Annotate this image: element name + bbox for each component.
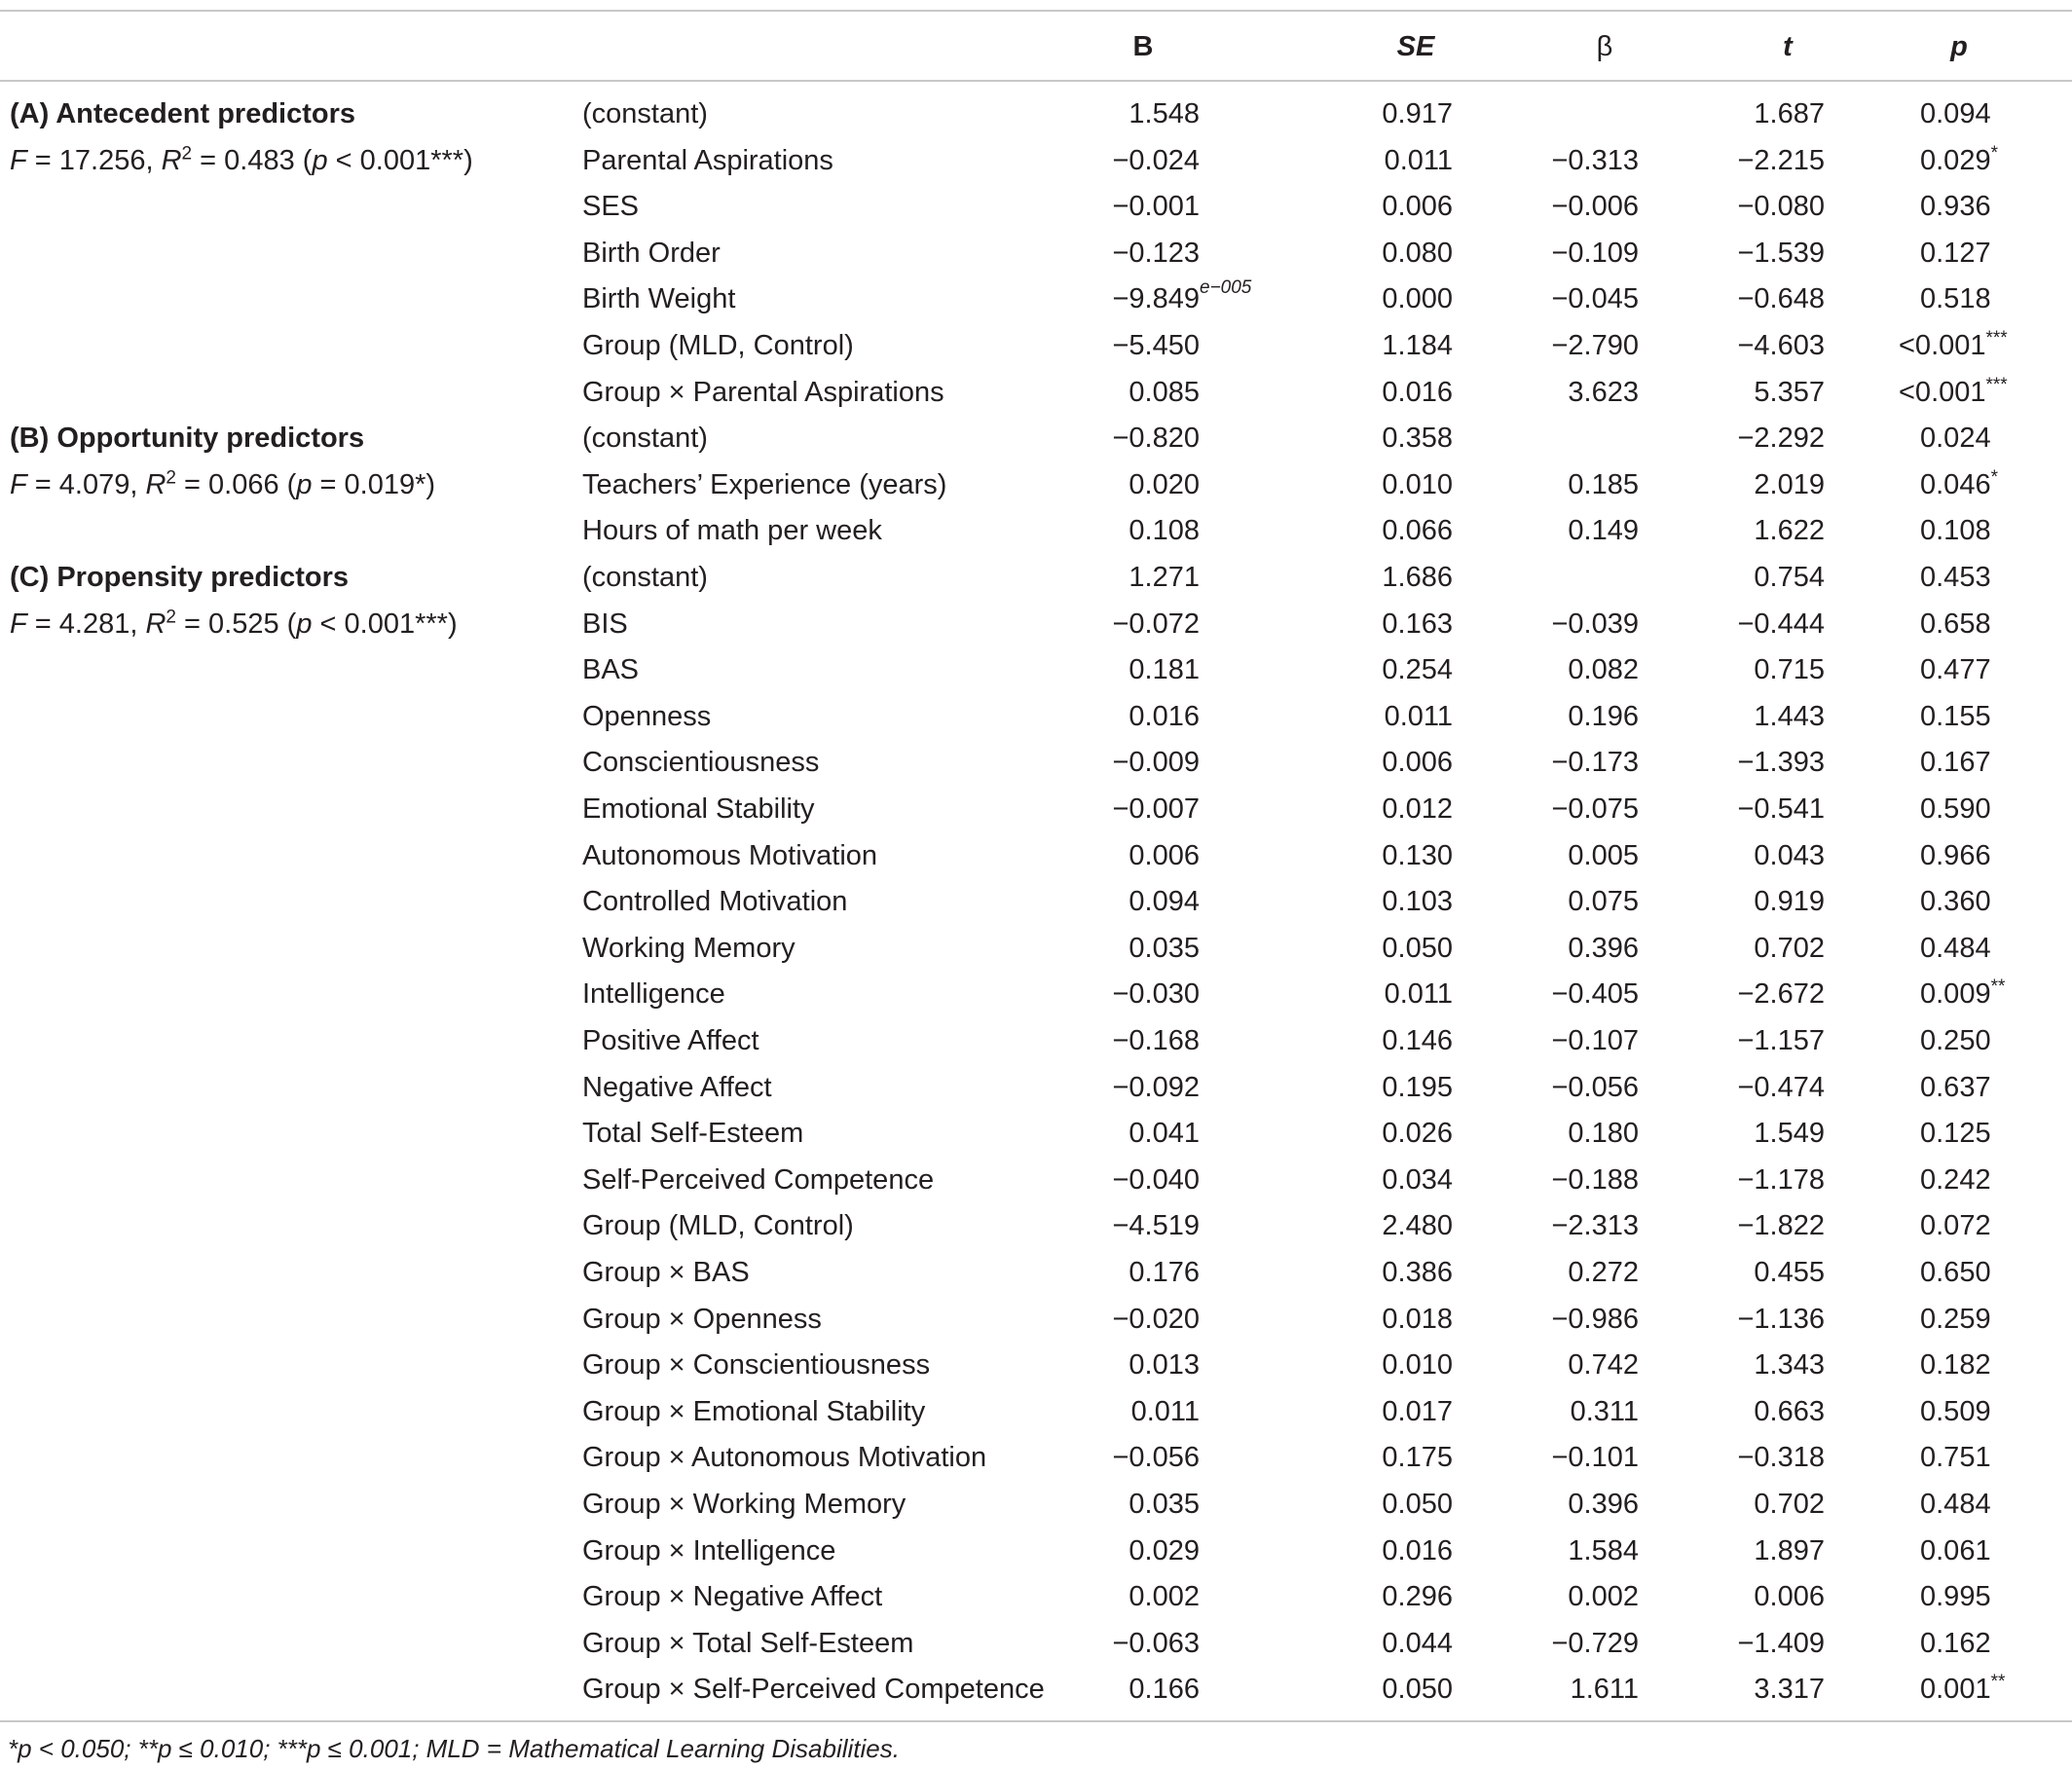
p-value: 0.061: [1920, 1534, 1991, 1566]
table-row: [0, 1529, 2072, 1575]
b-cell: 0.020: [1128, 468, 1200, 500]
t-cell: 0.919: [1754, 886, 1825, 918]
b-cell: −0.072: [1112, 608, 1200, 640]
t-cell: −1.822: [1737, 1210, 1825, 1242]
b-cell: −0.056: [1112, 1442, 1200, 1474]
b-cell: 0.176: [1128, 1257, 1200, 1288]
se-cell: 0.044: [1382, 1627, 1453, 1659]
table-row: [0, 276, 2072, 323]
table-row: [0, 1482, 2072, 1529]
se-cell: 0.017: [1382, 1395, 1453, 1427]
p-cell: [1920, 416, 1991, 462]
b-cell: −0.001: [1112, 191, 1200, 223]
beta-cell: 0.002: [1568, 1581, 1639, 1613]
table-row: [0, 926, 2072, 973]
p-cell: [1920, 231, 1991, 277]
header-p: p: [1950, 31, 1968, 62]
beta-cell: −0.107: [1551, 1025, 1639, 1056]
table-row: [0, 787, 2072, 833]
se-cell: 1.184: [1382, 330, 1453, 361]
table-row: [0, 1203, 2072, 1250]
table-row: [0, 740, 2072, 787]
t-cell: −0.080: [1737, 191, 1825, 223]
p-value: 0.658: [1920, 608, 1991, 640]
beta-cell: −2.313: [1551, 1210, 1639, 1242]
predictor-cell: Total Self-Esteem: [582, 1118, 804, 1150]
b-cell: 0.011: [1130, 1395, 1200, 1427]
p-cell: [1920, 1343, 1991, 1389]
table-top-rule: [0, 10, 2072, 12]
se-cell: 0.103: [1382, 886, 1453, 918]
se-cell: 0.050: [1382, 1674, 1453, 1706]
predictor-cell: Group (MLD, Control): [582, 330, 854, 361]
se-cell: 0.195: [1382, 1071, 1453, 1103]
t-cell: 0.043: [1754, 839, 1825, 871]
beta-cell: −0.729: [1551, 1627, 1639, 1659]
predictor-cell: Group × Parental Aspirations: [582, 376, 944, 408]
beta-cell: 0.075: [1568, 886, 1639, 918]
table-row: [0, 1389, 2072, 1436]
predictor-cell: Working Memory: [582, 932, 796, 964]
p-value: 0.125: [1920, 1118, 1991, 1150]
p-cell: [1920, 555, 1991, 602]
table-row: [0, 602, 2072, 648]
p-value: 0.001: [1920, 1674, 1991, 1706]
predictor-cell: Group × Intelligence: [582, 1534, 836, 1566]
p-value: 0.182: [1920, 1349, 1991, 1382]
p-value: 0.167: [1920, 747, 1991, 779]
table-row: [0, 1574, 2072, 1621]
predictor-cell: Self-Perceived Competence: [582, 1163, 935, 1196]
beta-cell: 0.005: [1568, 839, 1639, 871]
section-heading: (B) Opportunity predictors: [10, 423, 365, 455]
predictor-cell: Autonomous Motivation: [582, 839, 878, 871]
p-cell: [1920, 602, 1991, 648]
se-cell: 0.011: [1384, 144, 1453, 176]
b-cell: −0.820: [1112, 423, 1200, 455]
b-cell: −0.123: [1112, 237, 1200, 269]
b-cell: −0.063: [1112, 1627, 1200, 1659]
p-value: 0.590: [1920, 793, 1991, 825]
p-value: 0.650: [1920, 1257, 1991, 1288]
p-cell: [1920, 879, 1991, 926]
se-cell: 0.010: [1382, 1349, 1453, 1382]
table-row: [0, 1343, 2072, 1389]
p-cell: [1920, 1111, 1991, 1158]
p-cell: [1920, 1667, 2006, 1714]
se-cell: 0.011: [1384, 978, 1453, 1011]
predictor-cell: Negative Affect: [582, 1071, 772, 1103]
b-cell: −0.092: [1112, 1071, 1200, 1103]
significance-marker: *: [1990, 142, 1998, 164]
b-cell: −5.450: [1112, 330, 1200, 361]
b-cell: 0.108: [1128, 515, 1200, 547]
table-row: [0, 462, 2072, 509]
p-value: 0.453: [1920, 562, 1991, 593]
table-row: [0, 833, 2072, 880]
p-value: 0.259: [1920, 1303, 1991, 1335]
p-cell: [1920, 740, 1991, 787]
b-cell: 0.166: [1128, 1674, 1200, 1706]
t-cell: −1.409: [1737, 1627, 1825, 1659]
table-row: [0, 972, 2072, 1018]
t-cell: −4.603: [1737, 330, 1825, 361]
p-cell: [1920, 1065, 1991, 1112]
t-cell: 0.663: [1754, 1395, 1825, 1427]
se-cell: 0.386: [1382, 1257, 1453, 1288]
predictor-cell: Hours of math per week: [582, 515, 882, 547]
t-cell: −1.178: [1737, 1163, 1825, 1196]
b-cell: 0.016: [1128, 700, 1200, 732]
table-row: [0, 555, 2072, 602]
significance-marker: **: [1990, 1672, 2006, 1693]
p-value: 0.094: [1920, 98, 1991, 129]
t-cell: −1.393: [1737, 747, 1825, 779]
table-row: [0, 92, 2072, 138]
beta-cell: 0.396: [1568, 1489, 1639, 1520]
p-cell: [1920, 926, 1991, 973]
p-cell: [1899, 370, 2008, 417]
p-value: 0.484: [1920, 1489, 1991, 1520]
predictor-cell: BIS: [582, 608, 628, 640]
p-value: 0.009: [1920, 978, 1991, 1011]
beta-cell: 0.180: [1568, 1118, 1639, 1150]
p-value: 0.509: [1920, 1395, 1991, 1427]
beta-cell: −0.039: [1551, 608, 1639, 640]
predictor-cell: Group × Openness: [582, 1303, 822, 1335]
t-cell: 3.317: [1754, 1674, 1825, 1706]
p-cell: [1920, 184, 1991, 231]
b-cell: −0.168: [1112, 1025, 1200, 1056]
predictor-cell: Parental Aspirations: [582, 144, 833, 176]
p-cell: [1920, 1203, 1991, 1250]
predictor-cell: Group × Total Self-Esteem: [582, 1627, 914, 1659]
table-row: [0, 879, 2072, 926]
beta-cell: −0.006: [1551, 191, 1639, 223]
beta-cell: −0.188: [1551, 1163, 1639, 1196]
predictor-cell: Group (MLD, Control): [582, 1210, 854, 1242]
se-cell: 0.917: [1382, 98, 1453, 129]
t-cell: −0.474: [1737, 1071, 1825, 1103]
predictor-cell: Group × Negative Affect: [582, 1581, 883, 1613]
beta-cell: −0.075: [1551, 793, 1639, 825]
b-cell: −0.024: [1112, 144, 1200, 176]
se-cell: 0.012: [1382, 793, 1453, 825]
t-cell: −0.444: [1737, 608, 1825, 640]
se-cell: 0.254: [1382, 654, 1453, 686]
significance-marker: *: [1990, 466, 1998, 488]
model-fit-stat: F = 4.281, $R^2 = 0.525$ (p < 0.001***): [10, 606, 458, 640]
se-cell: 0.018: [1382, 1303, 1453, 1335]
p-value: 0.936: [1920, 191, 1991, 223]
se-cell: 0.358: [1382, 423, 1453, 455]
beta-cell: 0.311: [1570, 1395, 1639, 1427]
table-row: [0, 1018, 2072, 1065]
predictor-cell: Group × Emotional Stability: [582, 1395, 926, 1427]
beta-cell: 0.082: [1568, 654, 1639, 686]
se-cell: 0.296: [1382, 1581, 1453, 1613]
t-cell: 0.006: [1754, 1581, 1825, 1613]
b-cell: 0.029: [1128, 1534, 1200, 1566]
beta-cell: −2.790: [1551, 330, 1639, 361]
se-cell: 0.011: [1384, 700, 1453, 732]
predictor-cell: Group × Working Memory: [582, 1489, 906, 1520]
t-cell: −0.541: [1737, 793, 1825, 825]
se-cell: 0.050: [1382, 932, 1453, 964]
p-cell: [1920, 138, 1998, 185]
se-cell: 0.050: [1382, 1489, 1453, 1520]
table-row: [0, 1297, 2072, 1344]
p-value: 0.242: [1920, 1163, 1991, 1196]
p-cell: [1920, 1018, 1991, 1065]
t-cell: 1.443: [1754, 700, 1825, 732]
se-cell: 0.175: [1382, 1442, 1453, 1474]
se-cell: 0.034: [1382, 1163, 1453, 1196]
table-row: [0, 138, 2072, 185]
p-cell: [1920, 1574, 1991, 1621]
b-cell: 0.035: [1128, 1489, 1200, 1520]
t-cell: 0.455: [1754, 1257, 1825, 1288]
table-row: [0, 1111, 2072, 1158]
model-fit-stat: F = 17.256, $R^2 = 0.483$ (p < 0.001***): [10, 142, 473, 176]
b-cell: 0.181: [1128, 654, 1200, 686]
beta-cell: 0.196: [1568, 700, 1639, 732]
beta-cell: 0.272: [1568, 1257, 1639, 1288]
table-row: [0, 323, 2072, 370]
se-cell: 0.163: [1382, 608, 1453, 640]
predictor-cell: Birth Weight: [582, 283, 736, 315]
b-cell: 0.006: [1128, 839, 1200, 871]
b-cell: −0.040: [1112, 1163, 1200, 1196]
significance-marker: ***: [1985, 374, 2008, 395]
beta-cell: −0.101: [1551, 1442, 1639, 1474]
beta-cell: 0.396: [1568, 932, 1639, 964]
predictor-cell: Controlled Motivation: [582, 886, 848, 918]
p-value: 0.108: [1920, 515, 1991, 547]
t-cell: 0.702: [1754, 1489, 1825, 1520]
t-cell: 0.715: [1754, 654, 1825, 686]
table-row: [0, 1065, 2072, 1112]
se-cell: 0.006: [1382, 747, 1453, 779]
predictor-cell: SES: [582, 191, 640, 223]
table-row: [0, 231, 2072, 277]
b-cell: 0.094: [1128, 886, 1200, 918]
p-cell: [1920, 647, 1991, 694]
b-cell: 0.002: [1128, 1581, 1200, 1613]
predictor-cell: BAS: [582, 654, 640, 686]
p-value: <0.001: [1899, 330, 1986, 361]
predictor-cell: (constant): [582, 423, 708, 455]
t-cell: 2.019: [1754, 468, 1825, 500]
p-value: 0.155: [1920, 700, 1991, 732]
predictor-cell: Conscientiousness: [582, 747, 820, 779]
beta-cell: −0.045: [1551, 283, 1639, 315]
b-cell: 1.548: [1128, 98, 1200, 129]
se-cell: 0.146: [1382, 1025, 1453, 1056]
t-cell: −1.157: [1737, 1025, 1825, 1056]
se-cell: 0.080: [1382, 237, 1453, 269]
b-cell: 0.041: [1128, 1118, 1200, 1150]
t-cell: 1.343: [1754, 1349, 1825, 1382]
se-cell: 0.066: [1382, 515, 1453, 547]
predictor-cell: Emotional Stability: [582, 793, 815, 825]
section-heading: (A) Antecedent predictors: [10, 98, 356, 129]
header-rule: [0, 80, 2072, 82]
table-row: [0, 647, 2072, 694]
se-cell: 0.016: [1382, 376, 1453, 408]
p-cell: [1920, 787, 1991, 833]
header-beta: β: [1596, 31, 1613, 62]
predictor-cell: Openness: [582, 700, 712, 732]
beta-cell: 1.584: [1568, 1534, 1639, 1566]
predictor-cell: Teachers’ Experience (years): [582, 468, 947, 500]
p-value: 0.477: [1920, 654, 1991, 686]
p-cell: [1920, 92, 1991, 138]
t-cell: 1.687: [1754, 98, 1825, 129]
p-cell: [1920, 1435, 1991, 1482]
p-value: 0.127: [1920, 237, 1991, 269]
predictor-cell: Birth Order: [582, 237, 721, 269]
predictor-cell: Positive Affect: [582, 1025, 759, 1056]
header-se: SE: [1396, 31, 1435, 62]
beta-cell: 0.185: [1568, 468, 1639, 500]
se-cell: 0.006: [1382, 191, 1453, 223]
model-fit-stat: F = 4.079, $R^2 = 0.066$ (p = 0.019*): [10, 467, 436, 500]
se-cell: 0.000: [1382, 283, 1453, 315]
p-value: 0.518: [1920, 283, 1991, 315]
se-cell: 2.480: [1382, 1210, 1453, 1242]
t-cell: 1.897: [1754, 1534, 1825, 1566]
se-cell: 0.026: [1382, 1118, 1453, 1150]
b-cell: 0.035: [1128, 932, 1200, 964]
beta-cell: 0.742: [1568, 1349, 1639, 1382]
b-cell: −0.030: [1112, 978, 1200, 1011]
p-cell: [1920, 508, 1991, 555]
p-value: 0.024: [1920, 423, 1991, 455]
table-row: [0, 1158, 2072, 1204]
table-row: [0, 416, 2072, 462]
p-cell: [1920, 462, 1998, 509]
significance-marker: ***: [1985, 328, 2008, 349]
p-value: 0.250: [1920, 1025, 1991, 1056]
t-cell: −2.672: [1737, 978, 1825, 1011]
p-value: 0.995: [1920, 1581, 1991, 1613]
t-cell: 1.622: [1754, 515, 1825, 547]
predictor-cell: (constant): [582, 562, 708, 593]
p-cell: [1920, 1621, 1991, 1668]
p-cell: [1920, 1158, 1991, 1204]
header-b: B: [1132, 31, 1154, 62]
beta-cell: 0.149: [1568, 515, 1639, 547]
p-value: 0.484: [1920, 932, 1991, 964]
p-value: 0.046: [1920, 468, 1991, 500]
b-cell: −0.007: [1112, 793, 1200, 825]
p-cell: [1920, 833, 1991, 880]
t-cell: −2.292: [1737, 423, 1825, 455]
se-cell: 0.130: [1382, 839, 1453, 871]
b-cell: −4.519: [1112, 1210, 1200, 1242]
beta-cell: −0.313: [1551, 144, 1639, 176]
p-cell: [1920, 694, 1991, 741]
t-cell: −1.539: [1737, 237, 1825, 269]
table-row: [0, 1250, 2072, 1297]
table-row: [0, 1621, 2072, 1668]
significance-marker: **: [1990, 977, 2006, 998]
table-row: [0, 370, 2072, 417]
predictor-cell: (constant): [582, 98, 708, 129]
predictor-cell: Group × BAS: [582, 1257, 750, 1288]
p-value: 0.162: [1920, 1627, 1991, 1659]
t-cell: −1.136: [1737, 1303, 1825, 1335]
t-cell: 0.702: [1754, 932, 1825, 964]
predictor-cell: Intelligence: [582, 978, 725, 1011]
p-value: 0.360: [1920, 886, 1991, 918]
p-cell: [1920, 1482, 1991, 1529]
beta-cell: −0.109: [1551, 237, 1639, 269]
t-cell: 0.754: [1754, 562, 1825, 593]
table-row: [0, 1667, 2072, 1714]
table-row: [0, 1435, 2072, 1482]
t-cell: 1.549: [1754, 1118, 1825, 1150]
beta-cell: −0.405: [1551, 978, 1639, 1011]
table-row: [0, 184, 2072, 231]
beta-cell: 3.623: [1568, 376, 1639, 408]
table-row: [0, 508, 2072, 555]
t-cell: −0.648: [1737, 283, 1825, 315]
t-cell: −2.215: [1737, 144, 1825, 176]
b-cell: 0.013: [1128, 1349, 1200, 1382]
b-cell: 1.271: [1128, 562, 1200, 593]
se-cell: 0.010: [1382, 468, 1453, 500]
p-cell: [1920, 1389, 1991, 1436]
predictor-cell: Group × Conscientiousness: [582, 1349, 931, 1382]
b-cell: 0.085: [1128, 376, 1200, 408]
t-cell: 5.357: [1754, 376, 1825, 408]
p-value: 0.637: [1920, 1071, 1991, 1103]
beta-cell: 1.611: [1570, 1674, 1639, 1706]
p-cell: [1899, 323, 2008, 370]
p-cell: [1920, 1297, 1991, 1344]
predictor-cell: Group × Self-Perceived Competence: [582, 1674, 1045, 1706]
section-heading: (C) Propensity predictors: [10, 562, 350, 593]
beta-cell: −0.056: [1551, 1071, 1639, 1103]
p-value: 0.029: [1920, 144, 1991, 176]
p-value: <0.001: [1899, 376, 1986, 408]
se-cell: 0.016: [1382, 1534, 1453, 1566]
p-cell: [1920, 1529, 1991, 1575]
beta-cell: −0.986: [1551, 1303, 1639, 1335]
p-value: 0.072: [1920, 1210, 1991, 1242]
t-cell: −0.318: [1737, 1442, 1825, 1474]
header-t: t: [1783, 31, 1793, 62]
b-cell: −9.849 e−005: [1112, 277, 1252, 315]
p-value: 0.966: [1920, 839, 1991, 871]
table-bottom-rule: [0, 1720, 2072, 1722]
p-cell: [1920, 1250, 1991, 1297]
p-value: 0.751: [1920, 1442, 1991, 1474]
p-cell: [1920, 972, 2006, 1018]
p-cell: [1920, 276, 1991, 323]
table-row: [0, 694, 2072, 741]
b-cell: −0.020: [1112, 1303, 1200, 1335]
table-footnote: *p < 0.050; **p ≤ 0.010; ***p ≤ 0.001; MLD = Mathematical Learning Disabilities.: [8, 1734, 900, 1763]
predictor-cell: Group × Autonomous Motivation: [582, 1442, 987, 1474]
beta-cell: −0.173: [1551, 747, 1639, 779]
b-cell: −0.009: [1112, 747, 1200, 779]
se-cell: 1.686: [1382, 562, 1453, 593]
